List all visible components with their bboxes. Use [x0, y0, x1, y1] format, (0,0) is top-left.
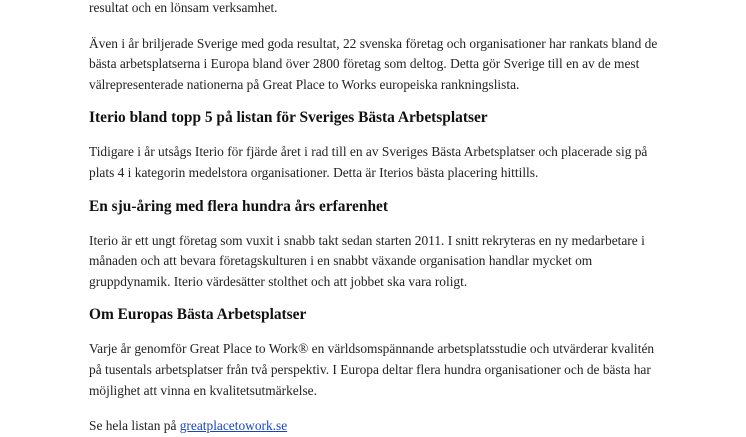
full-list-prefix: Se hela listan på [89, 418, 180, 434]
paragraph-sweden: Även i år briljerade Sverige med goda resultat, 22 svenska företag och organisationer har rankats bland de bästa arbetsplatserna i Europa bland över 2800 företag som deltog. Detta gör Sverige till en av de mest välrepresenterade nationerna på Great Place to Works europeiska rankningslista. [89, 35, 658, 92]
heading-top5: Iterio bland topp 5 på listan för Sveriges Bästa Arbetsplatser [89, 109, 488, 127]
greatplacetowork-link[interactable]: greatplacetowork.se [179, 418, 288, 434]
full-list-line [89, 416, 669, 437]
heading-seven-year: En sju-åring med flera hundra års erfarenhet [89, 197, 388, 215]
heading-about: Om Europas Bästa Arbetsplatser [89, 306, 307, 324]
paragraph-seven-year: Iterio är ett ungt företag som vuxit i snabb takt sedan starten 2011. I snitt rekryteras en ny medarbetare i månaden och att bevara företagskulturen i en snabbt växande organisation handlar mycket om gruppdynamik. Iterio värdesätter stolthet och att jobbet ska vara roligt. [89, 232, 645, 289]
article-body [89, 0, 669, 437]
paragraph-about: Varje år genomför Great Place to Work® en världsomspännande arbetsplatsstudie och utvärderar kvalitén på tusentals arbetsplatser från två perspektiv. I Europa deltar flera hundra organisationer och de bästa har möjlighet att vinna en kvalitetsutmärkelse. [89, 341, 655, 398]
paragraph-top-tail: resultat och en lönsam verksamhet. [89, 0, 278, 15]
paragraph-top5: Tidigare i år utsågs Iterio för fjärde året i rad till en av Sveriges Bästa Arbetsplatser och placerade sig på plats 4 i kategorin medelstora organisationer. Detta är Iterios bästa placering hittills. [89, 144, 648, 180]
